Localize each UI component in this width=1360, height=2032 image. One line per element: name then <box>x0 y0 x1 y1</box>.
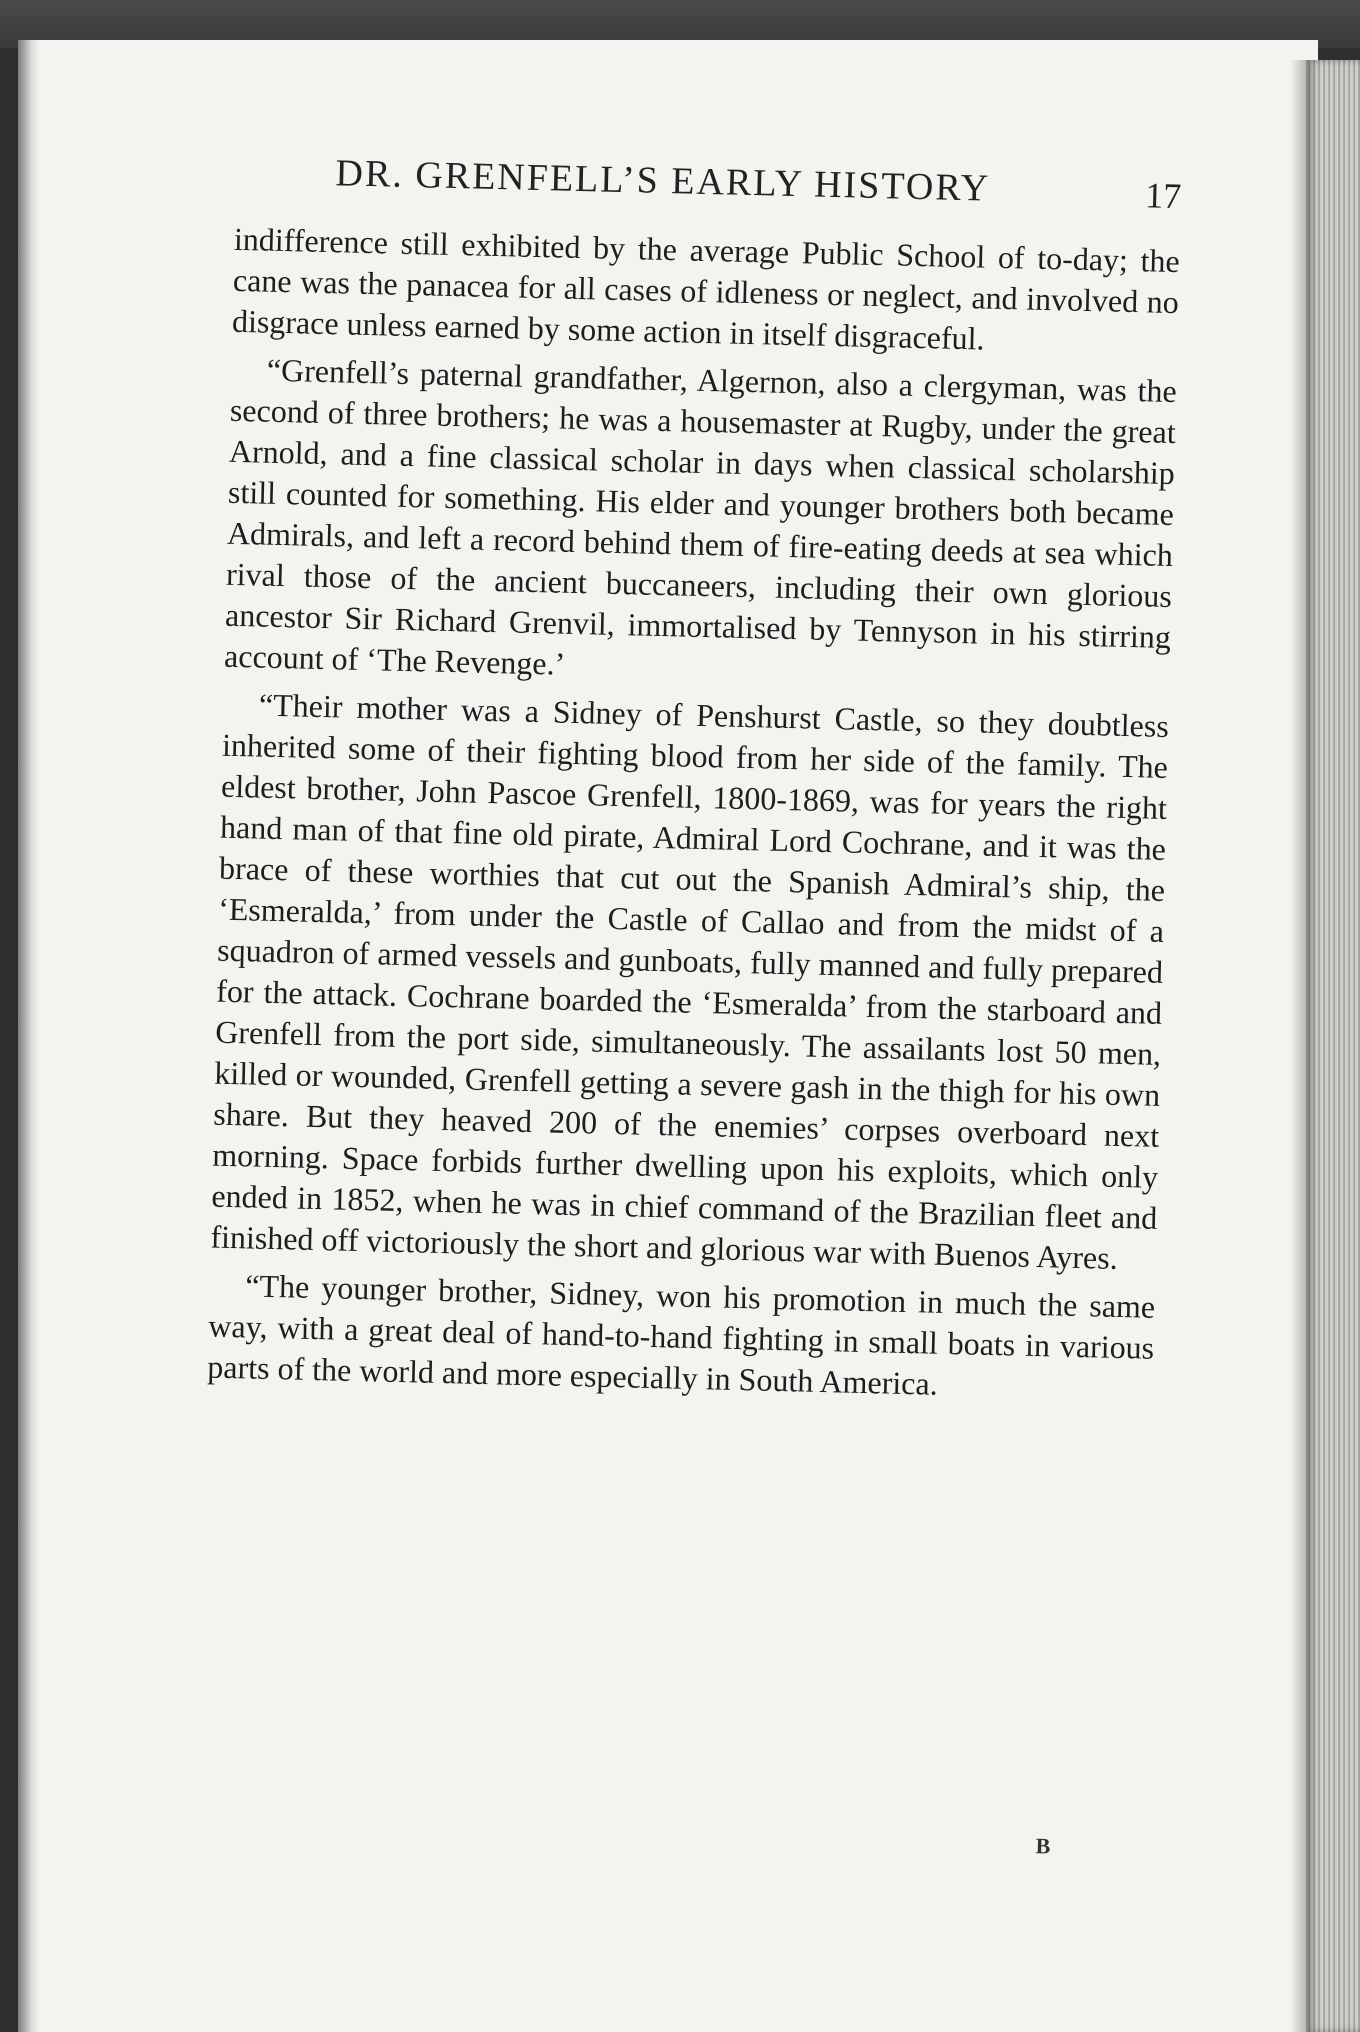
page-number: 17 <box>1144 175 1182 217</box>
page-content <box>207 149 1182 1859</box>
paragraph-4: “The younger brother, Sidney, won his promotion in much the same way, with a great deal of hand-to-hand fighting in small boats in various parts of the world and more especially in South America. <box>207 1267 1156 1402</box>
paragraph-2: “Grenfell’s paternal grandfather, Algernon, also a clergyman, was the second of three brothers; he was a housemaster at Rugby, under the great Arnold, and a fine classical scholar in days when classical scholarship still counted for something. His elder and younger brothers both became Admirals, and left a record behind them of fire-eating deeds at sea which rival those of the ancient buccaneers, including their own glorious ancestor Sir Richard Grenvil, immortalised by Tennyson in his stirring account of ‘The Revenge.’ <box>223 351 1178 682</box>
running-head-title: DR. GRENFELL’S EARLY HISTORY <box>335 152 991 210</box>
paragraph-3: “Their mother was a Sidney of Penshurst Castle, so they doubtless inherited some of their fighting blood from her side of the family. The eldest brother, John Pascoe Grenfell, 1800-1869, was for years the right hand man of that fine old pirate, Admiral Lord Cochrane, and it was the brace of these worthies that cut out the Spanish Admiral’s ship, the ‘Esmeralda,’ from under the Castle of Callao and from the midst of a squadron of armed vessels and gunboats, fully manned and fully prepared for the attack. Cochrane boarded the ‘Esmeralda’ from the starboard and Grenfell from the port side, simultaneously. The assailants lost 50 men, killed or wounded, Grenfell getting a severe gash in the thigh for his own share. But they heaved 200 of the enemies’ corpses overboard next morning. Space forbids further dwelling upon his exploits, which only ended in 1852, when he was in chief command of the Brazilian fleet and finished off victoriously the short and glorious war with Buenos Ayres. <box>210 686 1170 1276</box>
book-fore-edge <box>1306 60 1360 2032</box>
page-gutter-shadow <box>18 40 40 2032</box>
paragraph-1: indifference still exhibited by the average Public School of to-day; the cane was the panacea for all cases of idleness or neglect, and involved no disgrace unless earned by some action in itself disgraceful. <box>231 220 1181 357</box>
signature-mark: B <box>1035 1833 1051 1859</box>
